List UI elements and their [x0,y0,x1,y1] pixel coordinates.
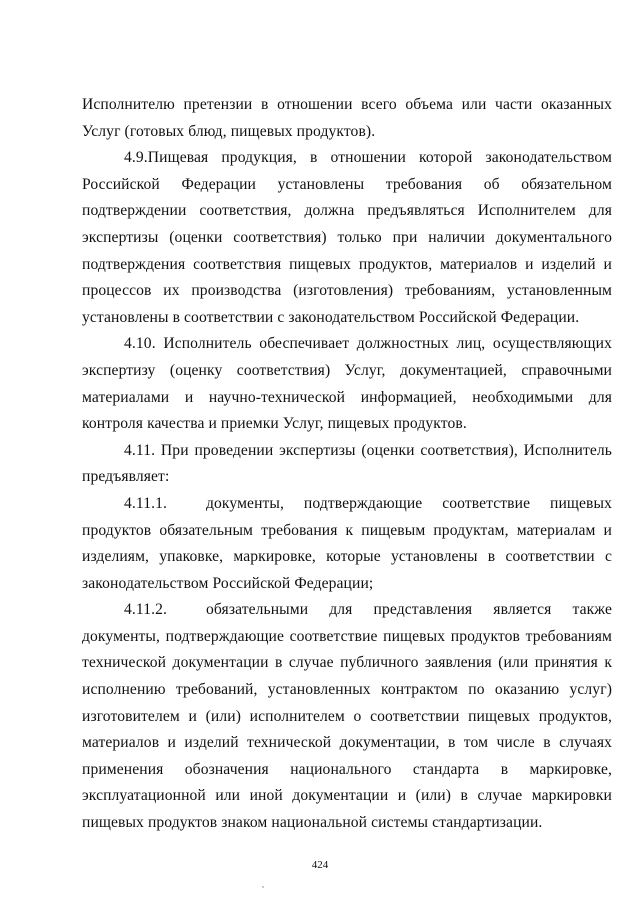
clause-number-4-11-1: 4.11.1. [124,494,168,512]
clause-text-4-11-1: документы, подтверждающие соответствие пищевых продуктов обязательным требования к пищевым продуктам, материалам и изделиям, упаковке, маркировке, которые установлены в соответствии с законодательством Российской Федерации; [82,494,612,592]
paragraph-4-11-2 [82,597,612,836]
page-number: 424 [311,859,329,871]
document-body [82,92,612,837]
paragraph-4-9: 4.9.Пищевая продукция, в отношении которой законодательством Российской Федерации установлены требования об обязательном подтверждении соответствия, должна предъявляться Исполнителем для экспертизы (оценки соответствия) только при наличии документального подтверждения соответствия пищевых продуктов, материалов и изделий и процессов их производства (изготовления) требованиям, установленным установлены в соответствии с законодательством Российской Федерации. [82,149,612,326]
paragraph-4-11-1 [82,491,612,597]
paragraph-4-10: 4.10. Исполнитель обеспечивает должностных лиц, осуществляющих экспертизу (оценку соответствия) Услуг, документацией, справочными материалами и научно-технической информацией, необходимыми для контроля качества и приемки Услуг, пищевых продуктов. [82,335,612,433]
paragraph-4-11: 4.11. При проведении экспертизы (оценки соответствия), Исполнитель предъявляет: [82,441,612,486]
clause-number-4-11-2: 4.11.2. [124,601,168,619]
scan-artifact [262,886,264,888]
clause-text-4-11-2: обязательными для представления является также документы, подтверждающие соответствие пищевых продуктов требованиям технической документации в случае публичного заявления (или принятия к исполнению требований, установленных контрактом по оказанию услуг) изготовителем и (или) исполнителем о соответствии пищевых продуктов, материалов и изделий технической документации, в том числе в случаях применения обозначения национального стандарта в маркировке, эксплуатационной или иной документации и (или) в случае маркировки пищевых продуктов знаком национальной системы стандартизации. [82,601,612,832]
paragraph-continuation: Исполнителю претензии в отношении всего объема или части оказанных Услуг (готовых блюд, пищевых продуктов). [82,96,612,140]
